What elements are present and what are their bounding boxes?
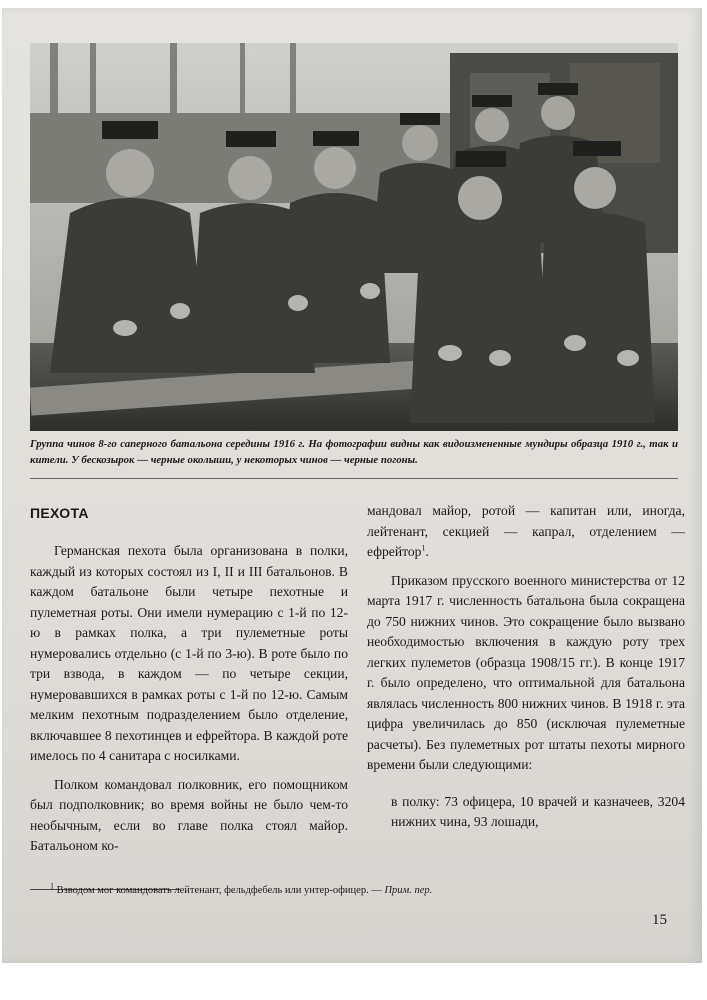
caption-divider bbox=[30, 478, 678, 479]
text-column-right bbox=[367, 501, 685, 833]
footnote-text: Взводом мог командовать лейтенант, фельдфебель или унтер-офицер. — bbox=[56, 885, 382, 896]
paragraph bbox=[367, 501, 685, 563]
page-number: 15 bbox=[652, 912, 667, 928]
book-page bbox=[2, 8, 702, 963]
soldiers-group-photo bbox=[30, 43, 678, 431]
text-column-left bbox=[30, 541, 348, 857]
list-item: в полку: 73 офицера, 10 врачей и казначеев, 3204 нижних чина, 93 лошади, bbox=[391, 793, 685, 829]
photo-illustration bbox=[30, 43, 678, 431]
footnote-reference[interactable]: 1 bbox=[421, 543, 426, 553]
photo-caption: Группа чинов 8-го саперного батальона середины 1916 г. На фотографии видны как видоизмененные мундиры образца 1910 г., так и кители. У бескозырок — черные околыши, у некоторых чинов — черные погоны. bbox=[30, 438, 678, 466]
footnote-mark: 1 bbox=[50, 881, 54, 891]
footnote-note: Прим. пер. bbox=[384, 885, 433, 896]
paragraph: Полком командовал полковник, его помощником был подполковник; во время войны не было чем-то необычным, если во главе полка стоял майор. Батальоном ко- bbox=[30, 776, 348, 853]
paragraph: Приказом прусского военного министерства от 12 марта 1917 г. численность батальона была сокращена до 750 нижних чинов. Это сокращение было вызвано необходимостью включения в каждую роту трех легких пулеметов (образца 1908/15 гг.). В конце 1917 г. было определено, что оптимальной для батальона являлась численность 800 нижних чинов. В 1918 г. эта цифра увеличилась до 850 (исключая пулеметные расчеты). Без пулеметных рот штаты пехоты мирного времени были следующими: bbox=[367, 572, 685, 772]
paragraph: Германская пехота была организована в полки, каждый из которых состоял из I, II и III батальонов. В каждом батальоне были четыре пехотные и пулеметная роты. Они имели нумерацию с 1-й по 12-ю в рамках полка, а три пулеметные роты нумеровались отдельно (с 1-й по 3-ю). В роте было по три взвода, в каждом — по четыре секции, нумеровавшихся в рамках роты с 1-й по 12-ю. Самым мелким пехотным подразделением было отделение, включавшее 8 пехотинцев и ефрейтора. В каждой роте имелось по 4 санитара с носилками. bbox=[30, 543, 348, 763]
paragraph-text: мандовал майор, ротой — капитан или, иногда, лейтенант, секцией — капрал, отделением — ефрейтор bbox=[367, 503, 685, 559]
footnote bbox=[50, 881, 433, 898]
section-title: ПЕХОТА bbox=[30, 505, 89, 521]
paragraph-end: . bbox=[425, 544, 429, 559]
